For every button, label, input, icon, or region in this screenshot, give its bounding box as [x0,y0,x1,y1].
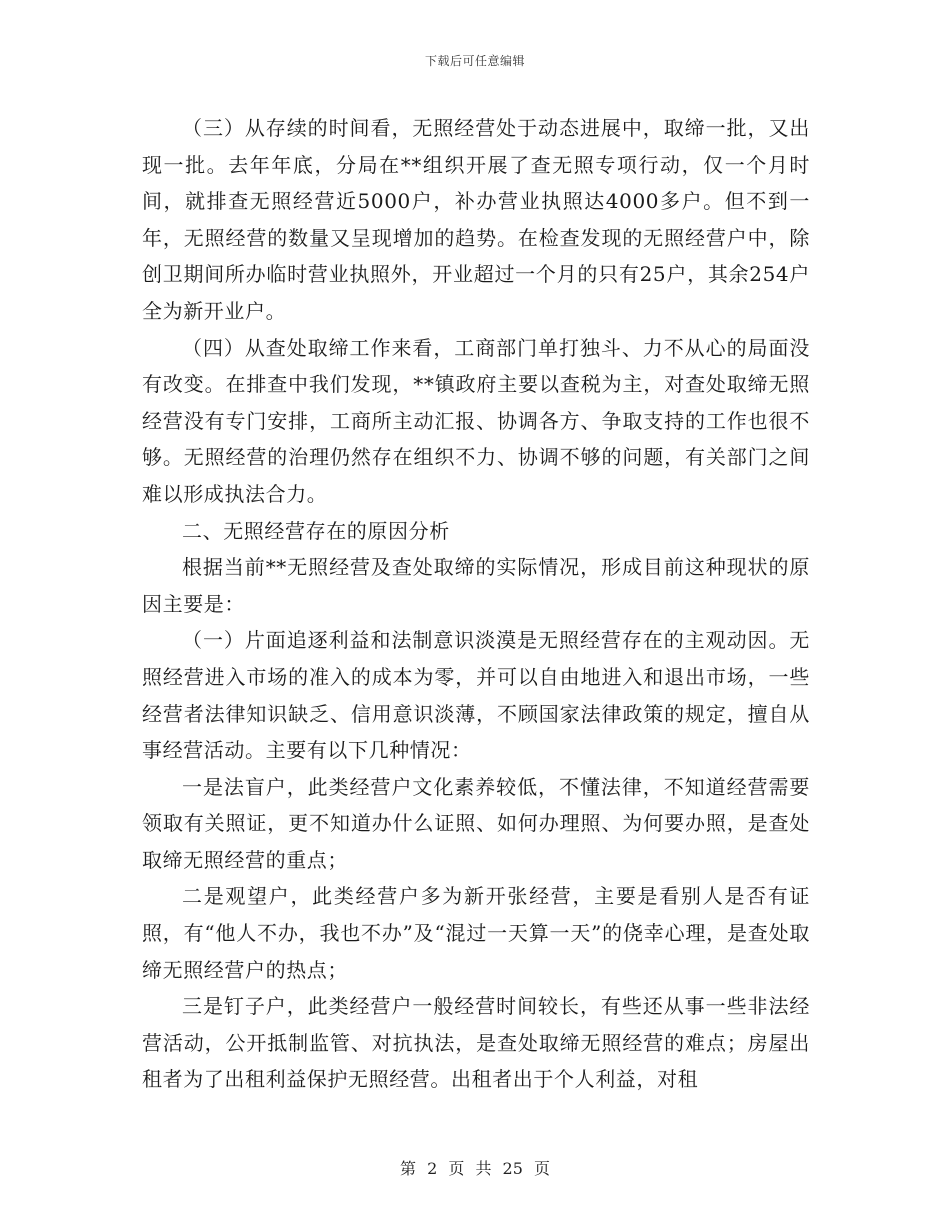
paragraph-3: 根据当前**无照经营及查处取缔的实际情况，形成目前这种现状的原因主要是： [142,555,810,616]
paragraph-4: （一）片面追逐利益和法制意识淡漠是无照经营存在的主观动因。无照经营进入市场的准入的成本为零，并可以自由地进入和退出市场，一些经营者法律知识缺乏、信用意识淡薄，不顾国家法律政策的规定，擅自从事经营活动。主要有以下几种情况： [142,628,810,763]
paragraph-2: （四）从查处取缔工作来看，工商部门单打独斗、力不从心的局面没有改变。在排查中我们发现，**镇政府主要以查税为主，对查处取缔无照经营没有专门安排，工商所主动汇报、协调各方、争取支持的工作也很不够。无照经营的治理仍然存在组织不力、协调不够的问题，有关部门之间难以形成执法合力。 [142,335,810,506]
paragraph-1: （三）从存续的时间看，无照经营处于动态进展中，取缔一批，又出现一批。去年年底，分局在**组织开展了查无照专项行动，仅一个月时间，就排查无照经营近5000户，补办营业执照达4000多户。但不到一年，无照经营的数量又呈现增加的趋势。在检查发现的无照经营户中，除创卫期间所办临时营业执照外，开业超过一个月的只有25户，其余254户全为新开业户。 [142,116,810,323]
paragraph-7: 三是钉子户，此类经营户一般经营时间较长，有些还从事一些非法经营活动，公开抵制监管、对抗执法，是查处取缔无照经营的难点；房屋出租者为了出租利益保护无照经营。出租者出于个人利益，对租 [142,994,810,1092]
page-header: 下载后可任意编辑 [424,54,525,68]
paragraph-5: 一是法盲户，此类经营户文化素养较低，不懂法律，不知道经营需要领取有关照证，更不知道办什么证照、如何办理照、为何要办照，是查处取缔无照经营的重点； [142,774,810,872]
document-body [142,110,810,1098]
section-heading: 二、无照经营存在的原因分析 [182,518,450,543]
page-number-footer: 第 2 页 共 25 页 [400,1159,550,1178]
paragraph-6: 二是观望户，此类经营户多为新开张经营，主要是看别人是否有证照，有“他人不办，我也不办”及“混过一天算一天”的侥幸心理，是查处取缔无照经营户的热点； [142,884,810,982]
